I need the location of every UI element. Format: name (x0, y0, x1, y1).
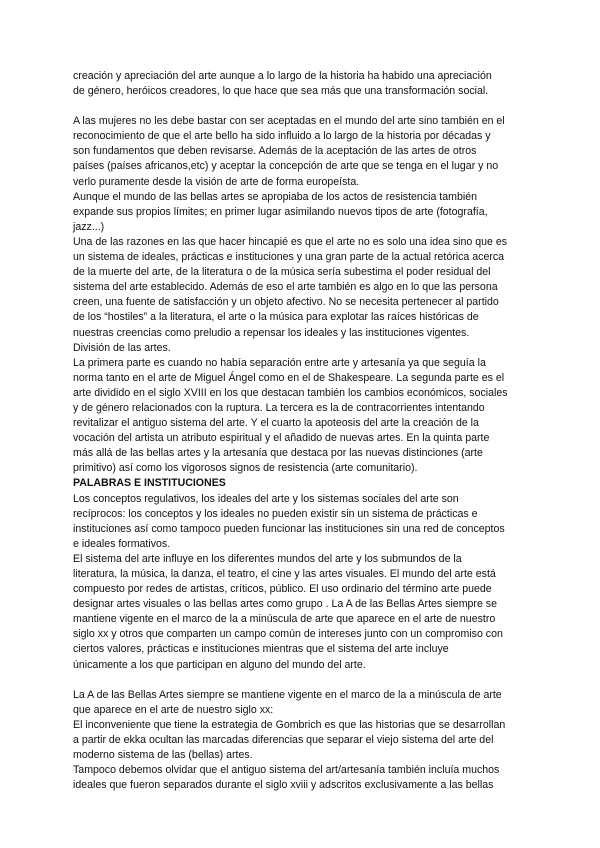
section-heading: PALABRAS E INSTITUCIONES (73, 477, 226, 490)
paragraph: Tampoco debemos olvidar que el antiguo sistema del art/artesanía también incluía muchos ideales que fueron separados durante el siglo xviii y adscritos exclusivamente a las bellas (73, 764, 500, 792)
paragraph: A las mujeres no les debe bastar con ser aceptadas en el mundo del arte sino también en el reconocimiento de que el arte bello ha sido influido a lo largo de la historia por décadas y son fundamentos que deben revisarse. Además de la aceptación de las artes de otros países (países africanos,etc) y aceptar la concepción de arte que se tenga en el lugar y no verlo puramente desde la visión de arte de forma europeísta. (73, 115, 505, 188)
paragraph-gap (73, 99, 530, 114)
paragraph: creación y apreciación del arte aunque a lo largo de la historia ha habido una apreciación de género, heróicos creadores, lo que hace que sea más que una transformación social. (73, 70, 492, 98)
paragraph: El sistema del arte influye en los diferentes mundos del arte y los submundos de la literatura, la música, la danza, el teatro, el cine y las artes visuales. El mundo del arte está compuesto por redes de artistas, críticos, público. El uso ordinario del término arte puede designar artes visuales o las bellas artes como grupo . La A de las Bellas Artes siempre se mantiene vigente en el marco de la a minúscula de arte que aparece en el arte de nuestro siglo xx y otros que comparten un campo común de intereses junto con un compromiso con ciertos valores, prácticas e instituciones mientras que el sistema del arte incluye únicamente a los que participan en alguno del mundo del arte. (73, 552, 503, 671)
paragraph: Una de las razones en las que hacer hincapié es que el arte no es solo una idea sino que es un sistema de ideales, prácticas e instituciones y una gran parte de la actual retórica acerca de la muerte del arte, de la literatura o de la música sería subestima el poder residual del sistema del arte establecido. Además de eso el arte también es algo en lo que las persona creen, una fuente de satisfacción y un objeto afectivo. No se necesita pertenecer al partido de los “hostiles” a la literatura, el arte o la música para explotar las raíces históricas de nuestras creencias como preludio a repensar los ideales y las instituciones vigentes. (73, 235, 508, 339)
paragraph: La A de las Bellas Artes siempre se mantiene vigente en el marco de la a minúscula de arte que aparece en el arte de nuestro siglo xx: (73, 688, 502, 716)
paragraph: Aunque el mundo de las bellas artes se apropiaba de los actos de resistencia también expande sus propios límites; en primer lugar asimilando nuevos tipos de arte (fotografía, jazz...) (73, 190, 488, 233)
paragraph-gap (73, 673, 530, 688)
section-title: División de las artes. (73, 341, 171, 354)
paragraph: Los conceptos regulativos, los ideales del arte y los sistemas sociales del arte son recíprocos: los conceptos y los ideales no pueden existir sin un sistema de prácticas e instituciones así como tampoco pueden funcionar las instituciones sin una red de conceptos e ideales formativos. (73, 492, 505, 550)
paragraph: El inconveniente que tiene la estrategia de Gombrich es que las historias que se desarrollan a partir de ekka ocultan las marcadas diferencias que separar el viejo sistema del arte del moderno sistema de las (bellas) artes. (73, 718, 506, 762)
paragraph: La primera parte es cuando no había separación entre arte y artesanía ya que seguía la norma tanto en el arte de Miguel Ángel como en el de Shakespeare. La segunda parte es el arte dividido en el siglo XVIII en los que destacan también los cambios económicos, sociales y de género relacionados con la ruptura. La tercera es la de contracorrientes intentando revitalizar el antiguo sistema del arte. Y el cuarto la apoteosis del arte la creación de la vocación del artista un atributo espiritual y el añadido de nuevas artes. En la quinta parte más allá de las bellas artes y la artesanía que destaca por las nuevas distinciones (arte primitivo) así como los vigorosos signos de resistencia (arte comunitario). (73, 356, 508, 475)
